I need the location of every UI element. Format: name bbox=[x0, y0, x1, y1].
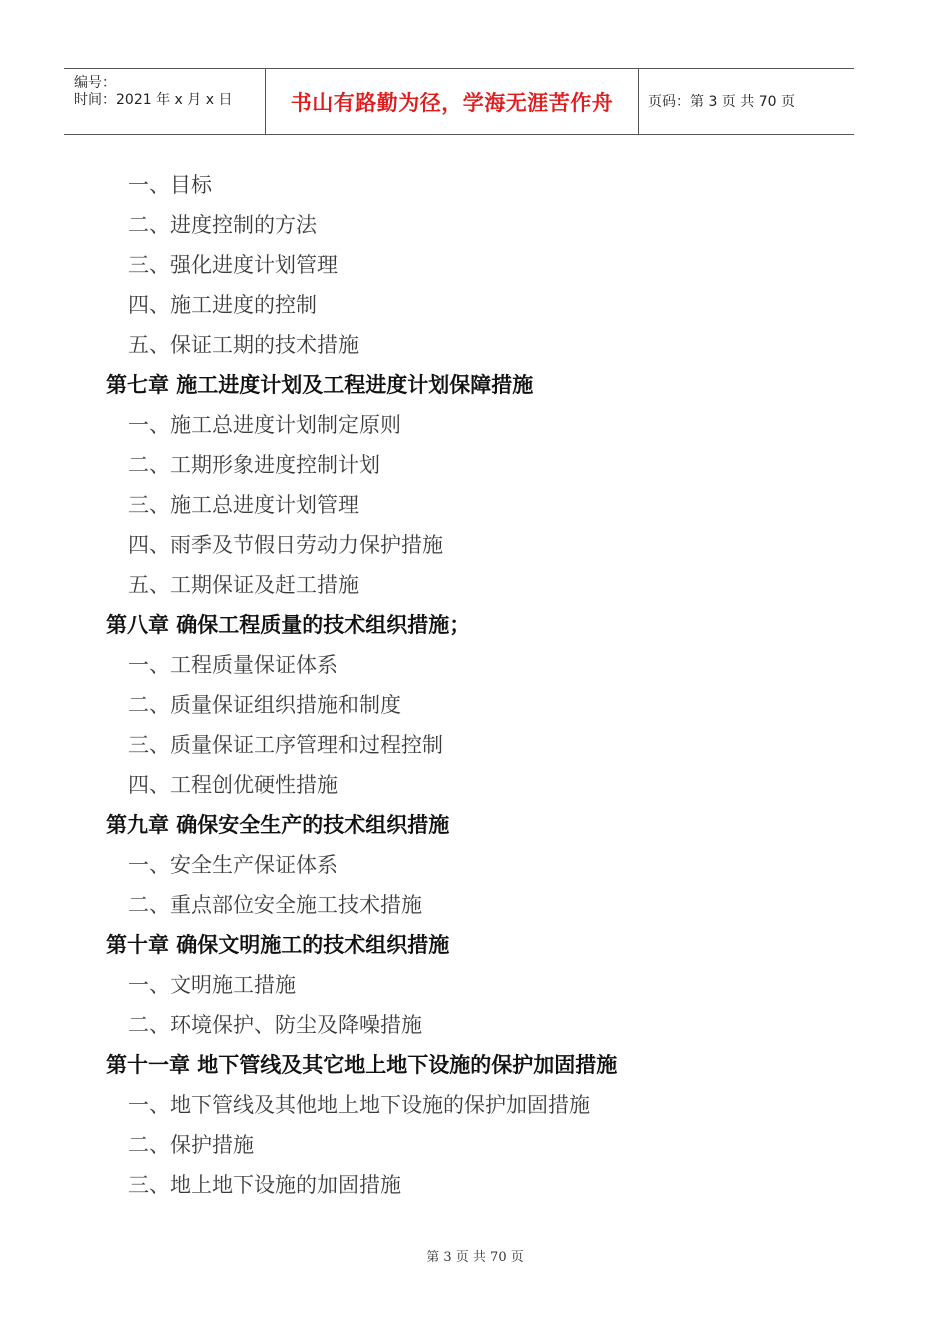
toc-item: 二、工期形象进度控制计划 bbox=[128, 453, 380, 477]
toc-item: 三、强化进度计划管理 bbox=[128, 253, 338, 277]
toc-item: 二、重点部位安全施工技术措施 bbox=[128, 893, 422, 917]
header-page-info: 页码：第 3 页 共 70 页 bbox=[648, 93, 795, 110]
toc-item: 四、雨季及节假日劳动力保护措施 bbox=[128, 533, 443, 557]
toc-chapter-heading: 第八章 确保工程质量的技术组织措施； bbox=[106, 613, 471, 637]
toc-chapter-heading: 第九章 确保安全生产的技术组织措施 bbox=[106, 813, 450, 837]
toc-item: 一、安全生产保证体系 bbox=[128, 853, 338, 877]
toc-item: 二、环境保护、防尘及降噪措施 bbox=[128, 1013, 422, 1037]
toc-item: 二、质量保证组织措施和制度 bbox=[128, 693, 401, 717]
header-motto: 书山有路勤为径，学海无涯苦作舟 bbox=[290, 90, 614, 115]
toc-item: 三、地上地下设施的加固措施 bbox=[128, 1173, 401, 1197]
toc-item: 四、施工进度的控制 bbox=[128, 293, 317, 317]
toc-item: 一、工程质量保证体系 bbox=[128, 653, 338, 677]
document-header bbox=[64, 68, 854, 135]
toc-chapter-heading: 第十一章 地下管线及其它地上地下设施的保护加固措施 bbox=[106, 1053, 618, 1077]
toc-item: 三、施工总进度计划管理 bbox=[128, 493, 359, 517]
toc-item: 五、工期保证及赶工措施 bbox=[128, 573, 359, 597]
header-page-cell bbox=[639, 69, 854, 134]
page-footer: 第 3 页 共 70 页 bbox=[426, 1250, 524, 1265]
toc-item: 一、施工总进度计划制定原则 bbox=[128, 413, 401, 437]
toc-chapter-heading: 第十章 确保文明施工的技术组织措施 bbox=[106, 933, 450, 957]
toc-item: 二、进度控制的方法 bbox=[128, 213, 317, 237]
document-time-label: 时间：2021 年 x 月 x 日 bbox=[74, 92, 233, 108]
toc-item: 一、文明施工措施 bbox=[128, 973, 296, 997]
toc-item: 一、地下管线及其他地上地下设施的保护加固措施 bbox=[128, 1093, 590, 1117]
toc-item: 四、工程创优硬性措施 bbox=[128, 773, 338, 797]
document-number-label: 编号： bbox=[74, 75, 116, 91]
header-motto-cell bbox=[266, 69, 639, 134]
toc-chapter-heading: 第七章 施工进度计划及工程进度计划保障措施 bbox=[106, 373, 534, 397]
toc-item: 二、保护措施 bbox=[128, 1133, 254, 1157]
toc-item: 一、目标 bbox=[128, 173, 212, 197]
toc-item: 五、保证工期的技术措施 bbox=[128, 333, 359, 357]
table-of-contents bbox=[0, 165, 950, 1205]
toc-item: 三、质量保证工序管理和过程控制 bbox=[128, 733, 443, 757]
header-left-cell bbox=[64, 69, 266, 134]
